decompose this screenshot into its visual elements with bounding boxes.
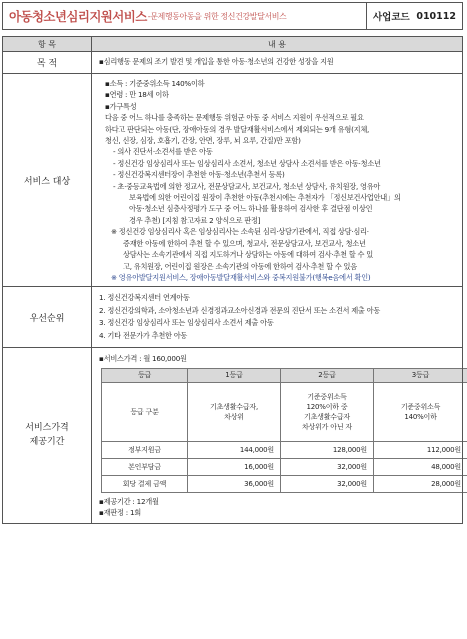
table-header-row [3, 37, 463, 52]
grade-criteria-cell [281, 382, 374, 441]
price-intro: ▪서비스가격 : 월 160,000원 [99, 354, 187, 364]
column-header-content: 내 용 [92, 37, 463, 52]
price-cell [92, 348, 463, 523]
target-household: ▪가구특성 [105, 101, 137, 111]
service-title [2, 2, 367, 30]
grade-criteria-cell [188, 382, 281, 441]
document-header [2, 2, 463, 30]
priority-label: 우선순위 [3, 287, 92, 348]
business-code-box [367, 2, 463, 30]
priority-item: 1. 정신건강복지센터 연계아동 [99, 293, 190, 303]
target-label: 서비스 대상 [3, 74, 92, 287]
purpose-text: ▪심리행동 문제의 조기 발견 및 개입을 통한 아동·청소년의 건강한 성장을 지원 [99, 57, 334, 66]
target-criterion-cont: 아동·청소년 심층사정평가 도구 중 어느 하나를 활용하여 검사한 후 결단점 이상인 [129, 204, 373, 214]
target-note-duplicate: ※ 영유아발달지원서비스, 장애아동발달재활서비스와 중복지원불가(행복e음에서 확인) [111, 272, 371, 282]
price-content [93, 349, 461, 521]
purpose-label: 목 적 [3, 52, 92, 74]
price-value: 112,000원 [374, 441, 467, 458]
purpose-cell [92, 52, 463, 74]
priority-item: 4. 기타 전문가가 추천한 아동 [99, 330, 188, 340]
target-note-cont: 상담사는 소속기관에서 직접 지도하거나 상담하는 아동에 대하여 검사·추천 할 수 있 [123, 250, 373, 260]
price-row [3, 348, 463, 523]
column-header-item: 항 목 [3, 37, 92, 52]
price-grade-table [101, 368, 467, 493]
price-value: 32,000원 [281, 458, 374, 475]
price-value: 32,000원 [281, 475, 374, 492]
priority-row [3, 287, 463, 348]
price-value: 128,000원 [281, 441, 374, 458]
grade-criteria-line: 기준중위소득 [400, 402, 441, 411]
price-row-label: 정부지원금 [102, 441, 188, 458]
target-cell [92, 74, 463, 287]
grade-criteria-line: 120%이하 중 [306, 402, 348, 411]
priority-cell [92, 287, 463, 348]
reassessment-count: ▪재판정 : 1회 [99, 508, 141, 518]
target-criterion: - 정신건강복지센터장이 추천한 아동·청소년(추천서 등록) [113, 170, 285, 180]
target-desc-line: 청신, 신장, 심장, 호흡기, 간장, 안면, 장루, 뇌 요루, 간질)만 포함) [105, 136, 301, 146]
business-code-value: 010112 [416, 10, 456, 22]
service-info-table [2, 36, 463, 524]
grade-criteria-label: 등급 구분 [102, 382, 188, 441]
priority-item: 2. 정신건강의학과, 소아청소년과 신경정과교소아신경과 전문의 진단서 또는 소견서 제출 아동 [99, 305, 381, 315]
price-row-label: 본인부담금 [102, 458, 188, 475]
grade-criteria-cell [374, 382, 467, 441]
purpose-row [3, 52, 463, 74]
target-criterion: - 정신건강 임상심리사 또는 임상심리사 소견서, 청소년 상담사 소견서를 받은 아동·청소년 [113, 158, 381, 168]
target-criterion: - 의사 진단서·소견서를 받은 아동 [113, 147, 213, 157]
grade-header-cell: 2등급 [281, 368, 374, 382]
priority-list [93, 288, 461, 346]
price-value: 28,000원 [374, 475, 467, 492]
target-age: ▪연령 : 만 18세 이하 [105, 90, 169, 100]
target-content [93, 75, 461, 285]
grade-criteria-row [102, 382, 467, 441]
grade-criteria-line: 기준중위소득 [307, 392, 347, 401]
price-row-label: 회당 결제 금액 [102, 475, 188, 492]
price-label-line2: 제공기간 [29, 437, 65, 448]
target-note: ※ 정신건강 임상심리사 혹은 임상심리사는 소속된 심리·상담기관에서, 직접 상담·심리· [111, 227, 369, 237]
grade-header-cell: 3등급 [374, 368, 467, 382]
price-label-line1: 서비스가격 [25, 423, 69, 434]
service-title-sub: -문제행동아동을 위한 정신건강발달서비스 [147, 11, 287, 21]
target-criterion-cont: 경우 추천) [지침 참고자료 2 양식으로 판정] [129, 215, 261, 225]
target-row [3, 74, 463, 287]
business-code-label: 사업코드 [373, 12, 410, 23]
grade-header-row [102, 368, 467, 382]
service-title-main: 아동청소년심리지원서비스 [9, 9, 147, 24]
price-value: 36,000원 [188, 475, 281, 492]
grade-criteria-line: 기초생활수급자, [210, 402, 258, 411]
price-value: 144,000원 [188, 441, 281, 458]
table-row [102, 458, 467, 475]
price-value: 48,000원 [374, 458, 467, 475]
service-period: ▪제공기간 : 12개월 [99, 496, 159, 506]
table-row [102, 441, 467, 458]
target-note-cont: 증재한 아동에 한하여 추천 할 수 있으며, 청교사, 전문상담교사, 보건교사, 청소년 [123, 238, 366, 248]
grade-header-cell: 1등급 [188, 368, 281, 382]
grade-header-cell: 등급 [102, 368, 188, 382]
table-row [102, 475, 467, 492]
target-desc-line: 하다고 판단되는 아동(단, 장애아동의 경우 발달재활서비스에서 제외되는 9개 유형(지체, [105, 124, 370, 134]
grade-criteria-line: 140%이하 [404, 412, 437, 421]
target-income: ▪소득 : 기준중위소득 140%이하 [105, 79, 205, 88]
price-value: 16,000원 [188, 458, 281, 475]
target-criterion-cont: 보육법에 의한 어린이집 원장이 추천한 아동(추천시에는 추천자가 「정신보건사업안내」의 [129, 193, 401, 203]
grade-criteria-line: 차상위가 아닌 자 [302, 422, 352, 431]
price-label [3, 348, 92, 523]
grade-criteria-line: 기초생활수급자 [304, 412, 350, 421]
target-desc-line: 다음 중 어느 하나를 충족하는 문제행동 위험군 아동 중 서비스 지원이 우선적으로 필요 [105, 113, 364, 123]
target-criterion: - 초·중등교육법에 의한 정교사, 전문상담교사, 보건교사, 청소년 상담사, 유치원장, 영유아 [113, 181, 381, 191]
target-note-cont: 고, 유치원장, 어린이집 원장은 소속기관의 아동에 한하여 검사·추천 할 수 있음 [123, 261, 357, 271]
grade-criteria-line: 차상위 [224, 412, 244, 421]
priority-item: 3. 정신건강 임상심리사 또는 임상심리사 소견서 제출 아동 [99, 318, 274, 328]
